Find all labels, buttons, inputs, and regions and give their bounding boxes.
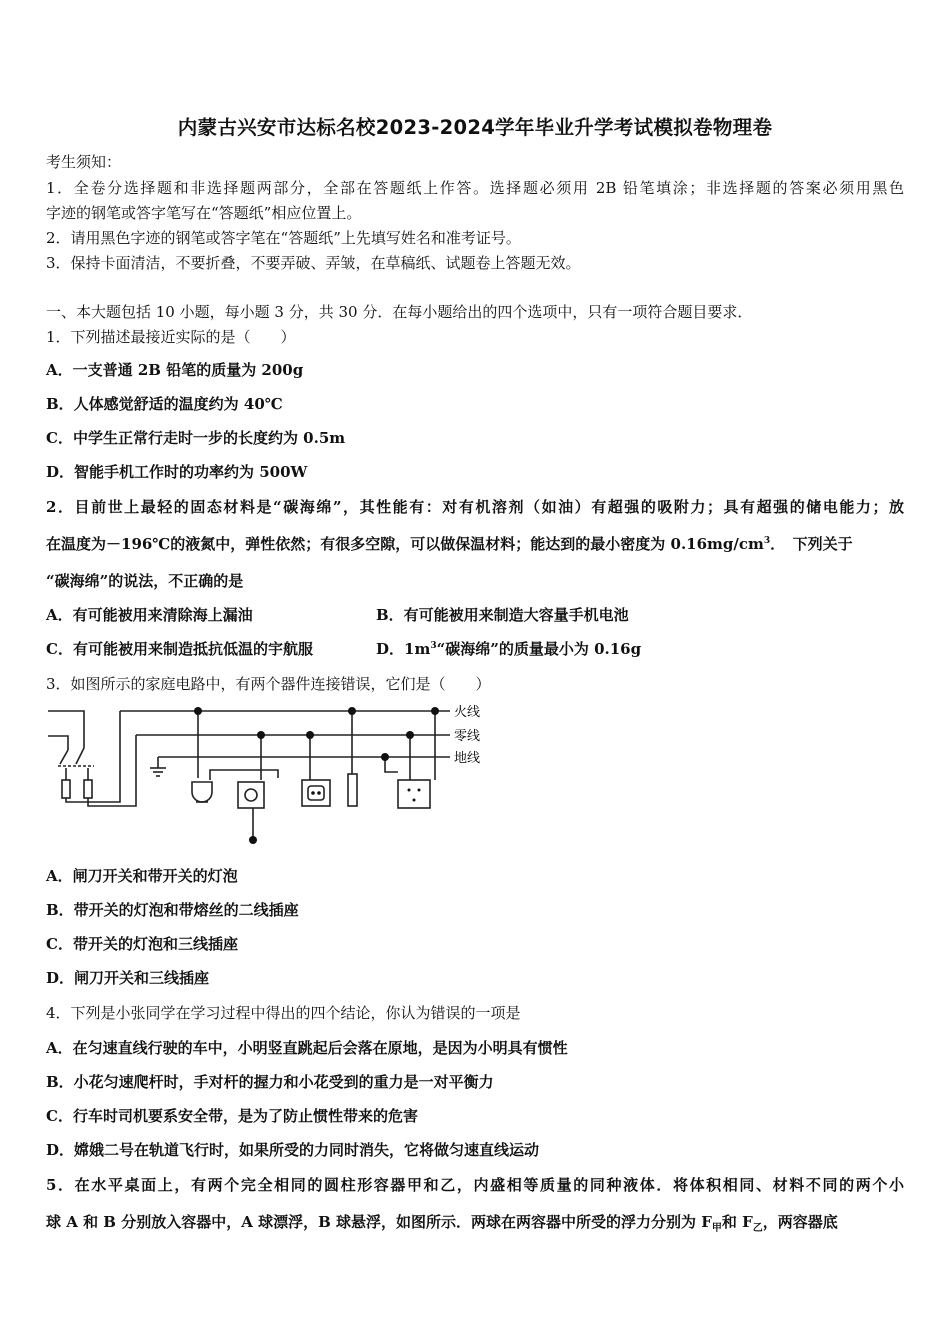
junction-1	[194, 707, 202, 715]
q2-line-1: 2．目前世上最轻的固态材料是“碳海绵”，其性能有：对有机溶剂（如油）有超强的吸附力；具有超强的储电能力；放	[46, 498, 904, 516]
q5-line-2-tail: ，两容器底	[762, 1213, 838, 1231]
junction-2	[257, 731, 265, 739]
junction-4	[348, 707, 356, 715]
supply-lead-left	[48, 711, 84, 748]
q2-option-d-sup: 3	[430, 641, 437, 651]
supply-lead-left-2	[48, 736, 68, 750]
knife-blade-left	[60, 750, 68, 764]
q2-line-2-tail: ． 下列关于	[770, 535, 853, 553]
circuit-wires	[48, 711, 450, 840]
q1-option-a: A．一支普通 2B 铅笔的质量为 200g	[46, 361, 304, 379]
pin-1	[311, 791, 315, 795]
fuse-2	[348, 774, 357, 806]
junction-8	[249, 836, 257, 844]
q5-line-1: 5．在水平桌面上，有两个完全相同的圆柱形容器甲和乙，内盛相等质量的同种液体．将体积相同、材料不同的两个小	[46, 1176, 904, 1194]
q5-sub-yi: 乙	[752, 1223, 763, 1234]
q1-option-d: D．智能手机工作时的功率约为 500W	[46, 463, 308, 481]
label-fire-wire: 火线	[454, 705, 481, 720]
exam-title: 内蒙古兴安市达标名校2023-2024学年毕业升学考试模拟卷物理卷	[177, 116, 773, 139]
household-circuit-figure	[40, 700, 500, 850]
q2-option-c: C．有可能被用来制造抵抗低温的宇航服	[46, 640, 313, 658]
label-ground-wire: 地线	[454, 751, 481, 766]
q1-stem: 1．下列描述最接近实际的是（ ）	[46, 328, 296, 346]
notice-item-1b: 字迹的钢笔或答字笔写在“答题纸”相应位置上。	[46, 204, 362, 222]
circuit-junctions	[194, 707, 439, 844]
section-1-heading: 一、本大题包括 10 小题，每小题 3 分，共 30 分．在每小题给出的四个选项中，只有一项符合题目要求．	[46, 303, 753, 321]
lamp-bulb	[192, 782, 212, 802]
socket-2-face	[308, 786, 324, 800]
switch-to-zero	[88, 735, 136, 806]
q3-option-a: A．闸刀开关和带开关的灯泡	[46, 867, 238, 885]
socket-2-box	[302, 780, 330, 806]
notice-item-2: 2．请用黑色字迹的钢笔或答字笔在“答题纸”上先填写姓名和准考证号。	[46, 229, 521, 247]
label-zero-wire: 零线	[454, 729, 481, 744]
q4-option-d: D．嫦娥二号在轨道飞行时，如果所受的力同时消失，它将做匀速直线运动	[46, 1141, 540, 1159]
q2-line-2-sup: 3	[763, 536, 771, 546]
junction-7	[431, 707, 439, 715]
q5-line-2-text: 球 A 和 B 分别放入容器中，A 球漂浮，B 球悬浮，如图所示．两球在两容器中所受的浮力分别为 F	[46, 1213, 712, 1231]
q2-option-d-text: D．1m	[376, 640, 431, 658]
q3-option-d: D．闸刀开关和三线插座	[46, 969, 210, 987]
notice-heading: 考生须知：	[46, 153, 122, 171]
q2-option-d	[376, 639, 641, 659]
q1-option-b: B．人体感觉舒适的温度约为 40℃	[46, 395, 283, 413]
q2-line-2	[46, 534, 853, 554]
notice-item-3: 3．保持卡面清洁，不要折叠，不要弄破、弄皱，在草稿纸、试题卷上答题无效。	[46, 254, 581, 272]
junction-5	[381, 753, 389, 761]
q4-option-b: B．小花匀速爬杆时，手对杆的握力和小花受到的重力是一对平衡力	[46, 1073, 494, 1091]
socket-1-face	[245, 789, 257, 801]
q4-option-c: C．行车时司机要系安全带，是为了防止惯性带来的危害	[46, 1107, 418, 1125]
q4-stem: 4．下列是小张同学在学习过程中得出的四个结论，你认为错误的一项是	[46, 1004, 521, 1022]
q4-option-a: A．在匀速直线行驶的车中，小明竖直跳起后会落在原地，是因为小明具有惯性	[46, 1039, 568, 1057]
junction-6	[406, 731, 414, 739]
socket-3-box	[398, 780, 430, 808]
q2-option-b: B．有可能被用来制造大容量手机电池	[376, 606, 629, 624]
q5-line-2-mid: 和 F	[721, 1213, 753, 1231]
knife-blade-right	[76, 748, 84, 764]
lamp-to-socket-link	[210, 770, 278, 780]
q3-stem: 3．如图所示的家庭电路中，有两个器件连接错误，它们是（ ）	[46, 675, 491, 693]
notice-item-1a: 1．全卷分选择题和非选择题两部分，全部在答题纸上作答。选择题必须用 2B 铅笔填涂；非选择题的答案必须用黑色	[46, 179, 904, 197]
pin-4	[418, 789, 421, 792]
q2-option-d-tail: “碳海绵”的质量最小为 0.16g	[436, 640, 642, 658]
switch-to-fire	[66, 711, 120, 802]
junction-3	[306, 731, 314, 739]
fuse-left	[62, 780, 70, 798]
pin-2	[317, 791, 321, 795]
q3-option-c: C．带开关的灯泡和三线插座	[46, 935, 238, 953]
q2-line-2-text: 在温度为－196℃的液氮中，弹性依然；有很多空隙，可以做保温材料；能达到的最小密度为 0.16mg/cm	[46, 535, 764, 553]
socket-1-box	[238, 782, 264, 808]
q3-option-b: B．带开关的灯泡和带熔丝的二线插座	[46, 901, 299, 919]
q1-option-c: C．中学生正常行走时一步的长度约为 0.5m	[46, 429, 346, 447]
q2-option-a: A．有可能被用来清除海上漏油	[46, 606, 253, 624]
q5-line-2	[46, 1212, 838, 1232]
pin-5	[413, 799, 416, 802]
q2-line-3: “碳海绵”的说法，不正确的是	[46, 572, 244, 590]
pin-3	[408, 789, 411, 792]
q5-sub-jia: 甲	[711, 1223, 722, 1234]
fuse-right	[84, 780, 92, 798]
